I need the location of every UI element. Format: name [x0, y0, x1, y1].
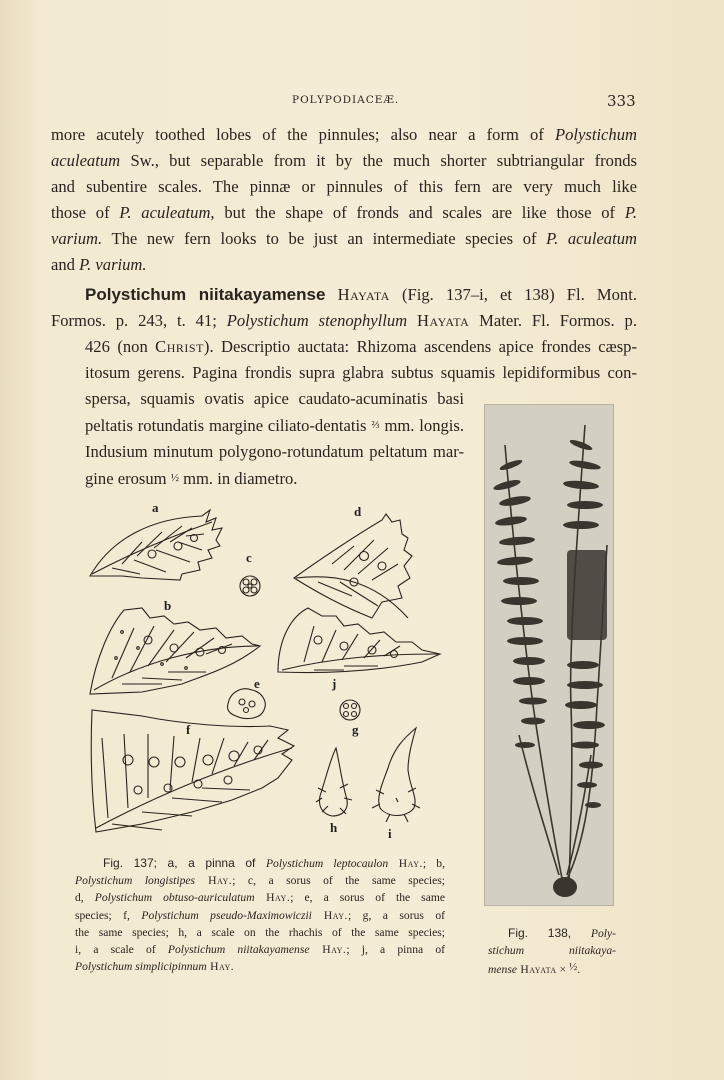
figure-137-svg	[82, 498, 442, 848]
text-line: peltatis rotundatis margine ciliato-dentatis ⅔ mm. longis.	[85, 416, 465, 435]
caption-line: Fig. 138, Poly-	[508, 926, 616, 940]
text-line: more acutely toothed lobes of the pinnules; also near a form of Polystichum	[51, 125, 637, 144]
figure-letter: h	[330, 820, 338, 835]
figure-137-caption	[75, 855, 445, 975]
caption-line: mense Hayata × ½.	[488, 961, 581, 977]
scale-i-drawing	[372, 728, 420, 822]
text-line: 426 (non Christ). Descriptio auctata: Rhizoma ascendens apice frondes cæsp-	[85, 337, 637, 356]
sorus-e-drawing	[227, 689, 265, 719]
caption-line: stichum niitakaya-	[488, 944, 616, 958]
paragraph-continuation	[51, 122, 637, 278]
figure-letter: b	[164, 598, 172, 613]
figure-letter: d	[354, 504, 362, 519]
text-line: and P. varium.	[51, 255, 147, 274]
caption-line: d, Polystichum obtuso-auriculatum Hay.; e, a sorus of the same	[75, 891, 446, 905]
text-line: Formos. p. 243, t. 41; Polystichum stenophyllum Hayata Mater. Fl. Formos. p.	[51, 311, 637, 330]
pinna-b-drawing	[90, 608, 260, 694]
figure-138-caption	[488, 925, 616, 979]
text-line: those of P. aculeatum, but the shape of fronds and scales are like those of P.	[51, 203, 637, 222]
pinna-a-drawing	[90, 510, 222, 580]
pinna-j-drawing	[278, 608, 440, 673]
caption-line: Polystichum longistipes Hay.; c, a sorus of the same species;	[75, 874, 445, 888]
page-number: 333	[607, 92, 636, 110]
caption-line: Polystichum simplicipinnum Hay.	[75, 960, 235, 974]
figure-137-drawings	[82, 498, 442, 848]
figure-letter: e	[254, 676, 260, 691]
figure-letter: f	[186, 722, 191, 737]
caption-line: the same species; h, a scale on the rhachis of the same species;	[75, 925, 445, 939]
text-line: itosum gerens. Pagina frondis supra glabra subtus squamis lepidiformibus con-	[85, 363, 637, 382]
text-line: Indusium minutum polygono-rotundatum peltatum mar-	[85, 442, 464, 461]
pinna-d-drawing	[294, 514, 412, 618]
text-line: aculeatum Sw., but separable from it by the much shorter subtriangular fronds	[51, 151, 637, 170]
figure-letter: i	[388, 826, 392, 841]
figure-letter: a	[152, 500, 159, 515]
species-name: Polystichum niitakayamense	[85, 285, 326, 304]
sorus-g-drawing	[340, 700, 360, 720]
text-line: Polystichum niitakayamense Hayata (Fig. 137–i, et 138) Fl. Mont.	[85, 285, 637, 304]
pinna-f-drawing	[91, 710, 294, 832]
text-line: gine erosum ½ mm. in diametro.	[85, 469, 298, 488]
running-head	[0, 92, 724, 110]
sorus-c-drawing	[240, 576, 260, 596]
text-line: varium. The new fern looks to be just an intermediate species of P. aculeatum	[51, 229, 637, 248]
figure-138-photo	[484, 404, 614, 906]
figure-letter: j	[332, 676, 337, 691]
text-line: and subentire scales. The pinnæ or pinnules of this fern are very much like	[51, 177, 637, 196]
fern-specimen-image	[485, 405, 613, 905]
caption-line: i, a scale of Polystichum niitakayamense Hay.; j, a pinna of	[75, 943, 446, 957]
scale-h-drawing	[316, 748, 352, 816]
caption-line: Fig. 137; a, a pinna of Polystichum leptocaulon Hay.; b,	[103, 856, 445, 870]
running-head-title: POLYPODIACEÆ.	[292, 94, 400, 106]
caption-line: species; f, Polystichum pseudo-Maximowiczii Hay.; g, a sorus of	[75, 908, 445, 922]
text-line: spersa, squamis ovatis apice caudato-acuminatis basi	[85, 389, 464, 408]
figure-letter: g	[352, 722, 359, 737]
figure-letter: c	[246, 550, 252, 565]
